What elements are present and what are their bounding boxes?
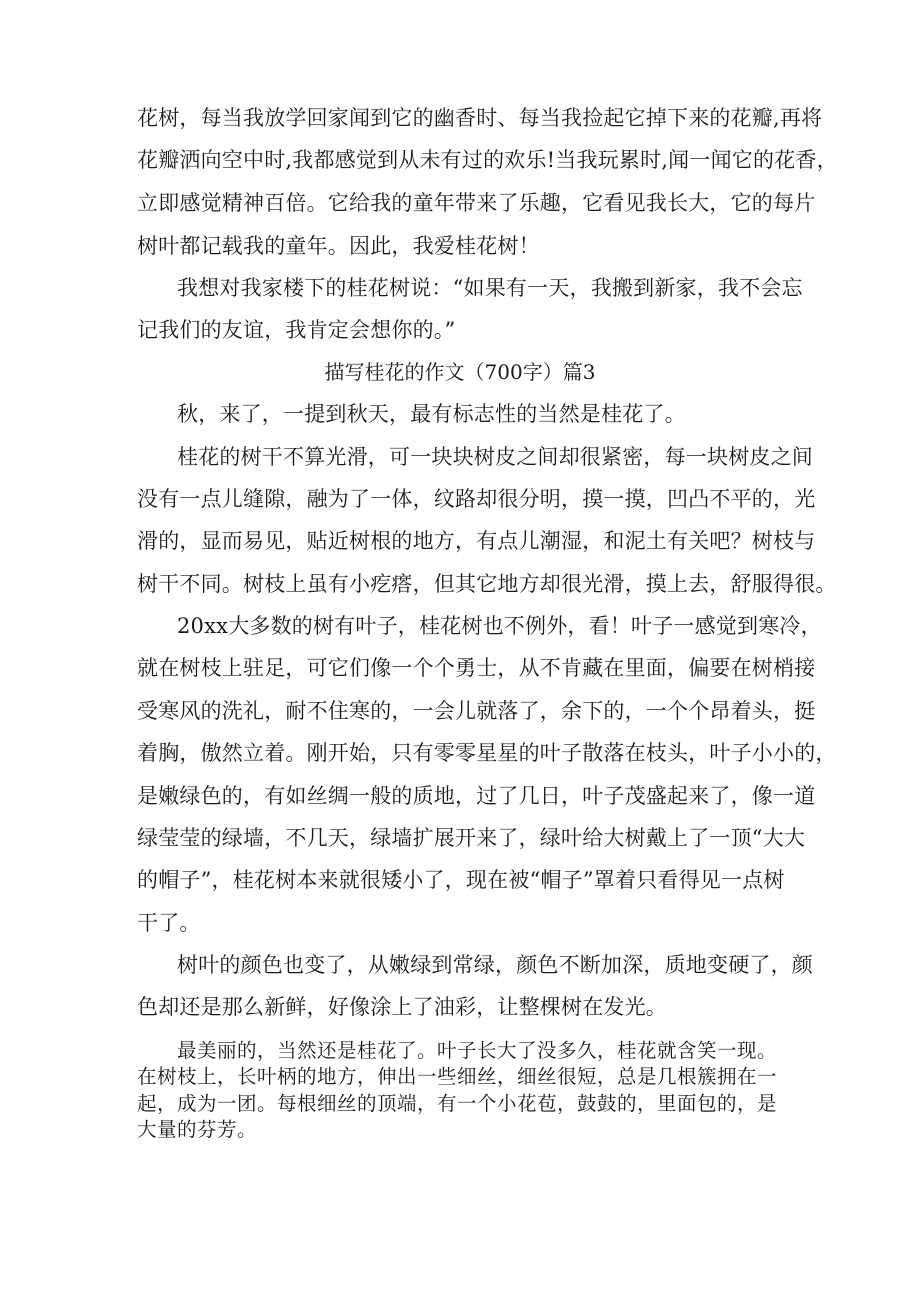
paragraph-7-line-4: 大量的芬芳。 xyxy=(137,1118,258,1141)
paragraph-7-line-3: 起，成为一团。每根细丝的顶端，有一个小花苞，鼓鼓的，里面包的，是 xyxy=(137,1092,778,1115)
paragraph-3-line-1: 秋，来了，一提到秋天，最有标志性的当然是桂花了。 xyxy=(177,402,686,426)
paragraph-5-line-8: 干了。 xyxy=(137,911,201,935)
paragraph-4-line-1: 桂花的树干不算光滑，可一块块树皮之间却很紧密，每一块树皮之间 xyxy=(177,445,813,469)
paragraph-4-line-2: 没有一点儿缝隙，融为了一体，纹路却很分明，摸一摸，凹凸不平的，光 xyxy=(137,487,816,511)
paragraph-1-line-1: 花树，每当我放学回家闻到它的幽香时、每当我捡起它掉下来的花瓣,再将 xyxy=(137,106,823,130)
paragraph-7-line-1: 最美丽的，当然还是桂花了。叶子长大了没多久，桂花就含笑一现。 xyxy=(177,1039,778,1062)
paragraph-1-line-3: 立即感觉精神百倍。它给我的童年带来了乐趣，它看见我长大，它的每片 xyxy=(137,191,816,215)
paragraph-2-line-2: 记我们的友谊，我肯定会想你的。” xyxy=(137,318,456,342)
paragraph-5-line-6: 绿莹莹的绿墙，不几天，绿墙扩展开来了，绿叶给大树戴上了一顶“大大 xyxy=(137,826,806,850)
paragraph-5-line-3: 受寒风的洗礼，耐不住寒的，一会儿就落了，余下的，一个个昂着头，挺 xyxy=(137,699,816,723)
paragraph-5-line-7: 的帽子”，桂花树本来就很矮小了，现在被“帽子”罩着只看得见一点树 xyxy=(137,868,785,892)
paragraph-6-line-1: 树叶的颜色也变了，从嫩绿到常绿，颜色不断加深，质地变硬了，颜 xyxy=(177,953,813,977)
section-title: 描写桂花的作文（700字）篇3 xyxy=(324,360,596,384)
paragraph-5-line-4: 着胸，傲然立着。刚开始，只有零零星星的叶子散落在枝头，叶子小小的， xyxy=(137,741,837,765)
paragraph-1-line-4: 树叶都记载我的童年。因此，我爱桂花树！ xyxy=(137,234,540,258)
paragraph-5-line-2: 就在树枝上驻足，可它们像一个个勇士，从不肯藏在里面，偏要在树梢接 xyxy=(137,656,816,680)
paragraph-1-line-2: 花瓣洒向空中时,我都感觉到从未有过的欢乐!当我玩累时,闻一闻它的花香， xyxy=(137,148,838,172)
paragraph-6-line-2: 色却还是那么新鲜，好像涂上了油彩，让整棵树在发光。 xyxy=(137,995,667,1019)
paragraph-4-line-3: 滑的，显而易见，贴近树根的地方，有点儿潮湿，和泥土有关吧？树枝与 xyxy=(137,529,816,553)
paragraph-5-line-1: 20xx大多数的树有叶子，桂花树也不例外，看！叶子一感觉到寒冷， xyxy=(177,614,822,638)
paragraph-4-line-4: 树干不同。树枝上虽有小疙瘩，但其它地方却很光滑，摸上去，舒服得很。 xyxy=(137,572,837,596)
paragraph-2-line-1: 我想对我家楼下的桂花树说：“如果有一天，我搬到新家，我不会忘 xyxy=(177,276,803,300)
paragraph-5-line-5: 是嫩绿色的，有如丝绸一般的质地，过了几日，叶子茂盛起来了，像一道 xyxy=(137,784,816,808)
paragraph-7-line-2: 在树枝上，长叶柄的地方，伸出一些细丝，细丝很短，总是几根簇拥在一 xyxy=(137,1065,778,1088)
